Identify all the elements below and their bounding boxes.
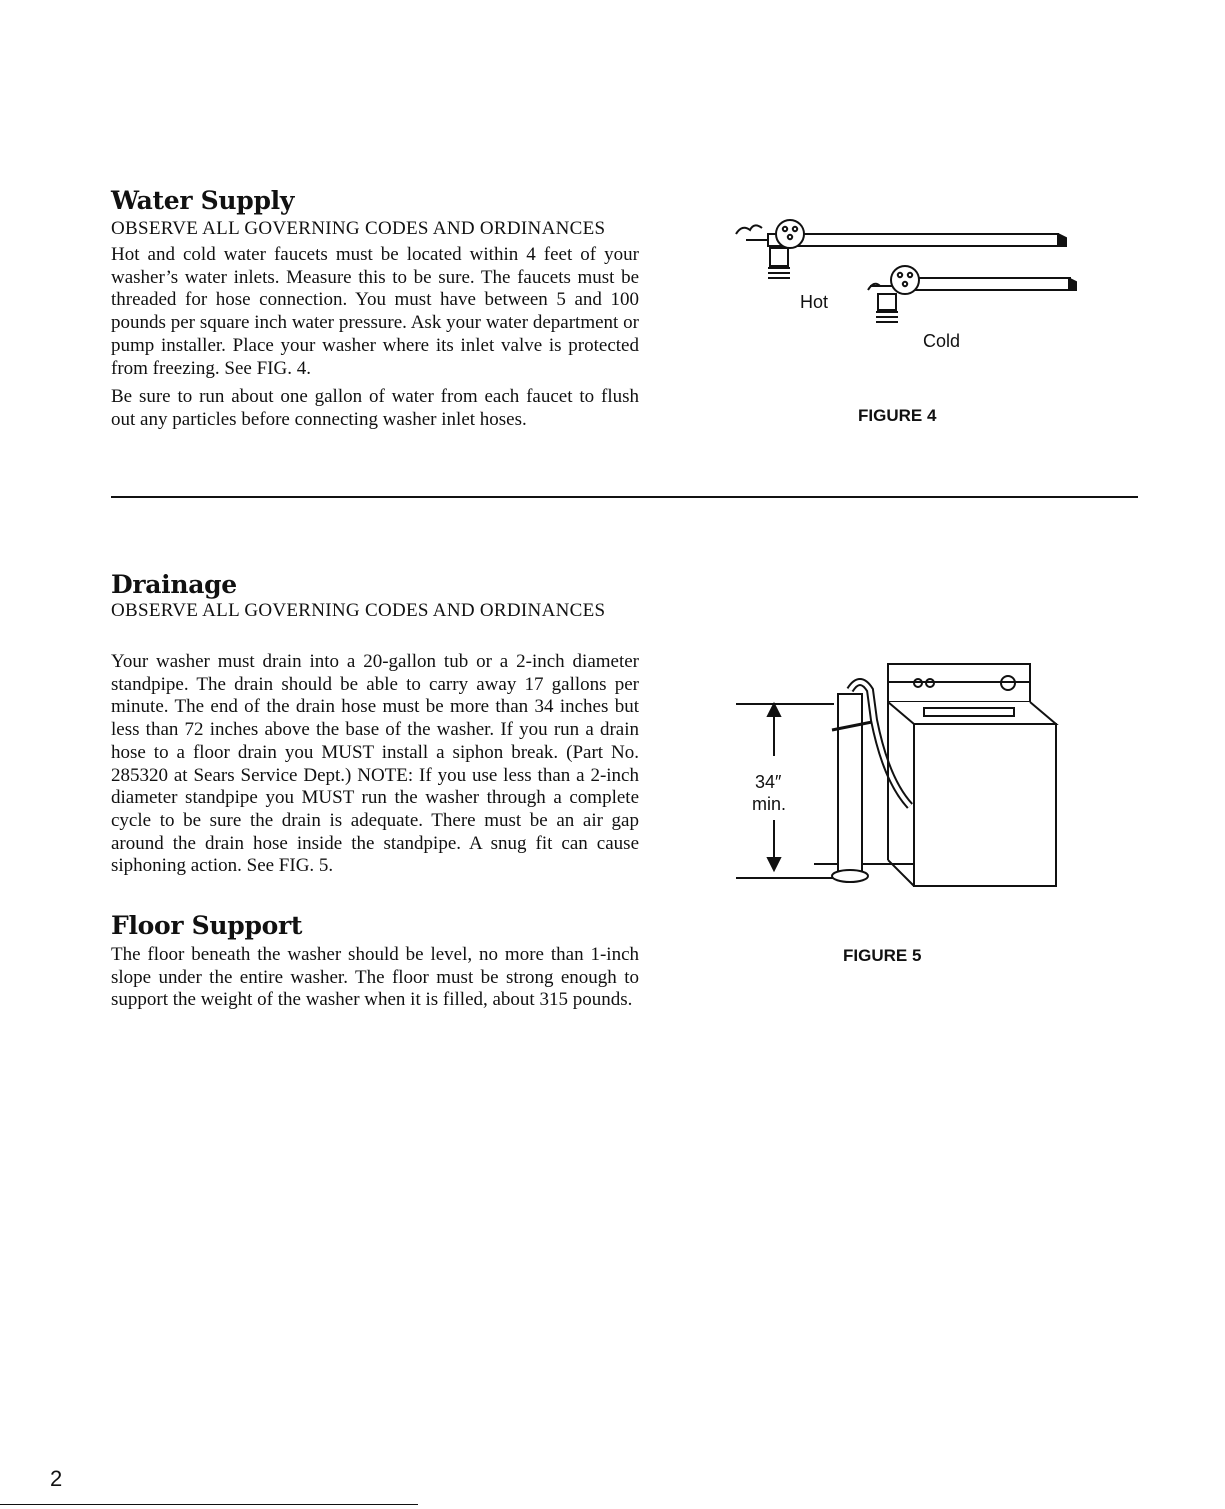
figure-4-faucets-illustration bbox=[730, 212, 1090, 332]
hot-faucet-label: Hot bbox=[800, 292, 829, 312]
dimension-value: 34″ bbox=[755, 772, 782, 792]
water-supply-paragraph-1: Hot and cold water faucets must be located within 4 feet of your washer’s water inlets. Measure this to be sure. The faucets must be threaded for hose connection. You must have between 5 and 100 pounds per square inch water pressure. Ask your water department or pump installer. Place your washer where its inlet valve is protected from freezing. See FIG. 4. bbox=[111, 244, 639, 379]
water-supply-codes-notice: OBSERVE ALL GOVERNING CODES AND ORDINANCES bbox=[111, 218, 606, 239]
figure-5-standpipe-illustration bbox=[734, 660, 1064, 890]
page-number: 2 bbox=[50, 1466, 63, 1491]
footer-rule bbox=[0, 1504, 418, 1505]
drainage-heading: Drainage bbox=[111, 570, 237, 599]
water-supply-paragraph-2: Be sure to run about one gallon of water from each faucet to flush out any particles before connecting washer inlet hoses. bbox=[111, 386, 639, 430]
cold-faucet-label: Cold bbox=[923, 331, 961, 351]
drainage-codes-notice: OBSERVE ALL GOVERNING CODES AND ORDINANCES bbox=[111, 600, 606, 621]
section-divider bbox=[111, 496, 1138, 498]
floor-support-paragraph: The floor beneath the washer should be level, no more than 1-inch slope under the entire washer. The floor must be strong enough to support the weight of the washer when it is filled, about 315 pounds. bbox=[111, 944, 639, 1011]
water-supply-heading: Water Supply bbox=[111, 186, 295, 215]
floor-support-heading: Floor Support bbox=[111, 911, 303, 940]
drainage-paragraph: Your washer must drain into a 20-gallon tub or a 2-inch diameter standpipe. The drain should be able to carry away 17 gallons per minute. The end of the drain hose must be more than 34 inches but less than 72 inches above the base of the washer. If you run a drain hose to a floor drain you MUST install a siphon break. (Part No. 285320 at Sears Service Dept.) NOTE: If you use less than a 2-inch diameter standpipe you MUST run the washer through a complete cycle to be sure the drain is adequate. There must be an air gap around the drain hose inside the standpipe. A snug fit can cause siphoning action. See FIG. 5. bbox=[111, 651, 639, 877]
figure-5-caption: FIGURE 5 bbox=[843, 946, 922, 965]
figure-4-caption: FIGURE 4 bbox=[858, 406, 937, 425]
dimension-unit: min. bbox=[752, 794, 787, 814]
